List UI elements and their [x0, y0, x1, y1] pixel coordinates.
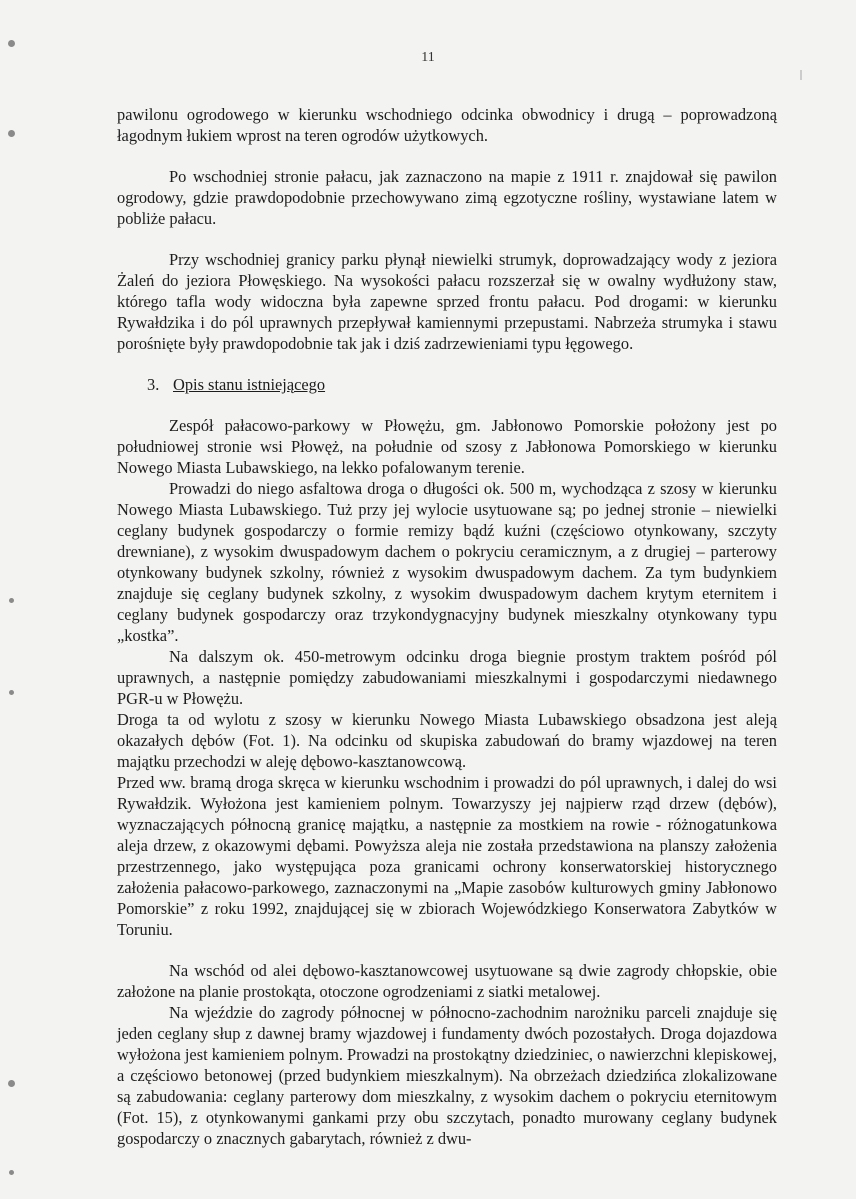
paragraph: Przy wschodniej granicy parku płynął niewielki strumyk, doprowadzający wody z jeziora Żaleń do jeziora Płowęskiego. Na wysokości pałacu rozszerzał się w owalny wydłużony staw, którego tafla wody widoczna była zapewne sprzed frontu pałacu. Pod drogami: w kierunku Rywałdzika i do pól uprawnych przepływał kamiennymi przepustami. Nabrzeża strumyka i stawu porośnięte były prawdopodobnie tak jak i dziś zadrzewieniami typu łęgowego. [117, 250, 777, 353]
paragraph: Zespół pałacowo-parkowy w Płowężu, gm. Jabłonowo Pomorskie położony jest po południowej stronie wsi Płowęż, na południe od szosy z Jabłonowa Pomorskiego w kierunku Nowego Miasta Lubawskiego, na lekko pofalowanym terenie. [117, 416, 777, 477]
paragraph: Na wschód od alei dębowo-kasztanowcowej usytuowane są dwie zagrody chłopskie, obie założone na planie prostokąta, otoczone ogrodzeniami z siatki metalowej. [117, 961, 777, 1001]
paragraph: Na dalszym ok. 450-metrowym odcinku droga biegnie prostym traktem pośród pól uprawnych, a następnie pomiędzy zabudowaniami mieszkalnymi i gospodarczymi niedawnego PGR-u w Płowężu. [117, 647, 777, 708]
section-heading [117, 374, 777, 395]
punch-hole-mark [9, 598, 14, 603]
paragraph: Prowadzi do niego asfaltowa droga o długości ok. 500 m, wychodząca z szosy w kierunku Nowego Miasta Lubawskiego. Tuż przy jej wylocie usytuowane są; po jednej stronie – niewielki ceglany budynek gospodarczy o formie remizy bądź kuźni (częściowo otynkowany, szczyty drewniane), z wysokim dwuspadowym dachem o pokryciu ceramicznym, a z drugiej – parterowy otynkowany budynek szkolny, również z wysokim dwuspadowym dachem. Za tym budynkiem znajduje się ceglany budynek szkolny, z wysokim dwuspadowym dachem krytym eternitem i ceglany budynek gospodarczy oraz trzykondygnacyjny budynek mieszkalny otynkowany typu „kostka”. [117, 479, 777, 645]
page-number: 11 [421, 50, 435, 65]
section-title: Opis stanu istniejącego [173, 375, 326, 394]
punch-hole-mark [8, 40, 15, 47]
paragraph: pawilonu ogrodowego w kierunku wschodniego odcinka obwodnicy i drugą – poprowadzoną łagodnym łukiem wprost na teren ogrodów użytkowych. [117, 105, 777, 145]
scan-mark [800, 70, 802, 80]
punch-hole-mark [9, 1170, 14, 1175]
document-body [117, 104, 777, 1149]
punch-hole-mark [8, 130, 15, 137]
punch-hole-mark [9, 690, 14, 695]
paragraph: Na wjeździe do zagrody północnej w północno-zachodnim narożniku parceli znajduje się jeden ceglany słup z dawnej bramy wjazdowej i fundamenty dwóch pozostałych. Droga dojazdowa wyłożona jest kamieniem polnym. Prowadzi na prostokątny dziedziniec, o nawierzchni klepiskowej, a częściowo betonowej (przed budynkiem mieszkalnym). Na obrzeżach dziedzińca zlokalizowane są zabudowania: ceglany parterowy dom mieszkalny, z wysokim dachem o pokryciu eternitowym (Fot. 15), z otynkowanymi gankami przy obu szczytach, ponadto murowany ceglany budynek gospodarczy o znacznych gabarytach, również z dwu- [117, 1003, 777, 1148]
paragraph: Przed ww. bramą droga skręca w kierunku wschodnim i prowadzi do pól uprawnych, i dalej do wsi Rywałdzik. Wyłożona jest kamieniem polnym. Towarzyszy jej najpierw rząd drzew (dębów), wyznaczających północną granicę majątku, a następnie za mostkiem na rowie - różnogatunkowa aleja drzew, z okazowymi dębami. Powyższa aleja nie została przedstawiona na planszy założenia przestrzennego, jako występująca poza granicami ochrony konserwatorskiej historycznego założenia pałacowo-parkowego, zaznaczonymi na „Mapie zasobów kulturowych gminy Jabłonowo Pomorskie” z roku 1992, znajdującej się w zbiorach Wojewódzkiego Konserwatora Zabytków w Toruniu. [117, 773, 777, 939]
paragraph: Po wschodniej stronie pałacu, jak zaznaczono na mapie z 1911 r. znajdował się pawilon ogrodowy, gdzie prawdopodobnie przechowywano zimą egzotyczne rośliny, wystawiane latem w pobliże pałacu. [117, 167, 777, 228]
punch-hole-mark [8, 1080, 15, 1087]
section-number: 3. [147, 375, 160, 394]
paragraph: Droga ta od wylotu z szosy w kierunku Nowego Miasta Lubawskiego obsadzona jest aleją okazałych dębów (Fot. 1). Na odcinku od skupiska zabudowań do bramy wjazdowej na teren majątku przechodzi w aleję dębowo-kasztanowcową. [117, 710, 777, 771]
